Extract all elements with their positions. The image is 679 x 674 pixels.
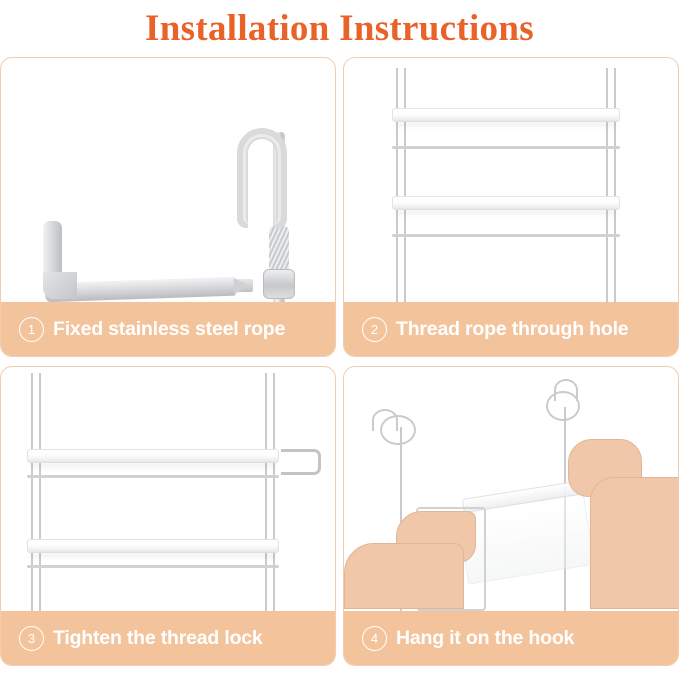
shelf-board-bottom [27, 539, 279, 553]
rope-texture [269, 226, 289, 274]
shelf-rail-top [392, 146, 620, 149]
hand-right-arm [590, 477, 678, 609]
step-label: Tighten the thread lock [53, 626, 263, 649]
shelf-shadow-bottom [396, 210, 616, 215]
hook-left [372, 409, 398, 431]
shelf-shadow-top [31, 463, 275, 468]
step-1-caption [1, 302, 335, 356]
step-card-1 [0, 57, 336, 357]
steps-grid [0, 57, 679, 667]
step-label: Fixed stainless steel rope [53, 317, 286, 340]
shelf-board-top [27, 449, 279, 463]
hook-right [554, 379, 578, 401]
shelf-shadow-bottom [31, 553, 275, 558]
step-number-badge: 1 [19, 317, 44, 342]
step-number-badge: 2 [362, 317, 387, 342]
hand-left-arm [344, 543, 464, 609]
step-number-badge: 4 [362, 626, 387, 651]
rope-loop-highlight [243, 134, 281, 224]
step-4-caption [344, 611, 678, 665]
step-label: Thread rope through hole [396, 317, 629, 340]
thread-lock-hook [281, 449, 321, 475]
page-title: Installation Instructions [145, 8, 534, 49]
step-label: Hang it on the hook [396, 626, 575, 649]
step-2-caption [344, 302, 678, 356]
step-number-badge: 3 [19, 626, 44, 651]
shelf-board-bottom [392, 196, 620, 210]
wall-hook-corner [43, 272, 77, 299]
shelf-rail-bottom [27, 565, 279, 568]
shelf-shadow-top [396, 122, 616, 127]
rope-lock [263, 269, 295, 299]
step-card-2 [343, 57, 679, 357]
shelf-rail-bottom [392, 234, 620, 237]
shelf-board-top [392, 108, 620, 122]
step-card-4 [343, 366, 679, 666]
step-3-caption [1, 611, 335, 665]
step-card-3 [0, 366, 336, 666]
shelf-rail-top [27, 475, 279, 478]
